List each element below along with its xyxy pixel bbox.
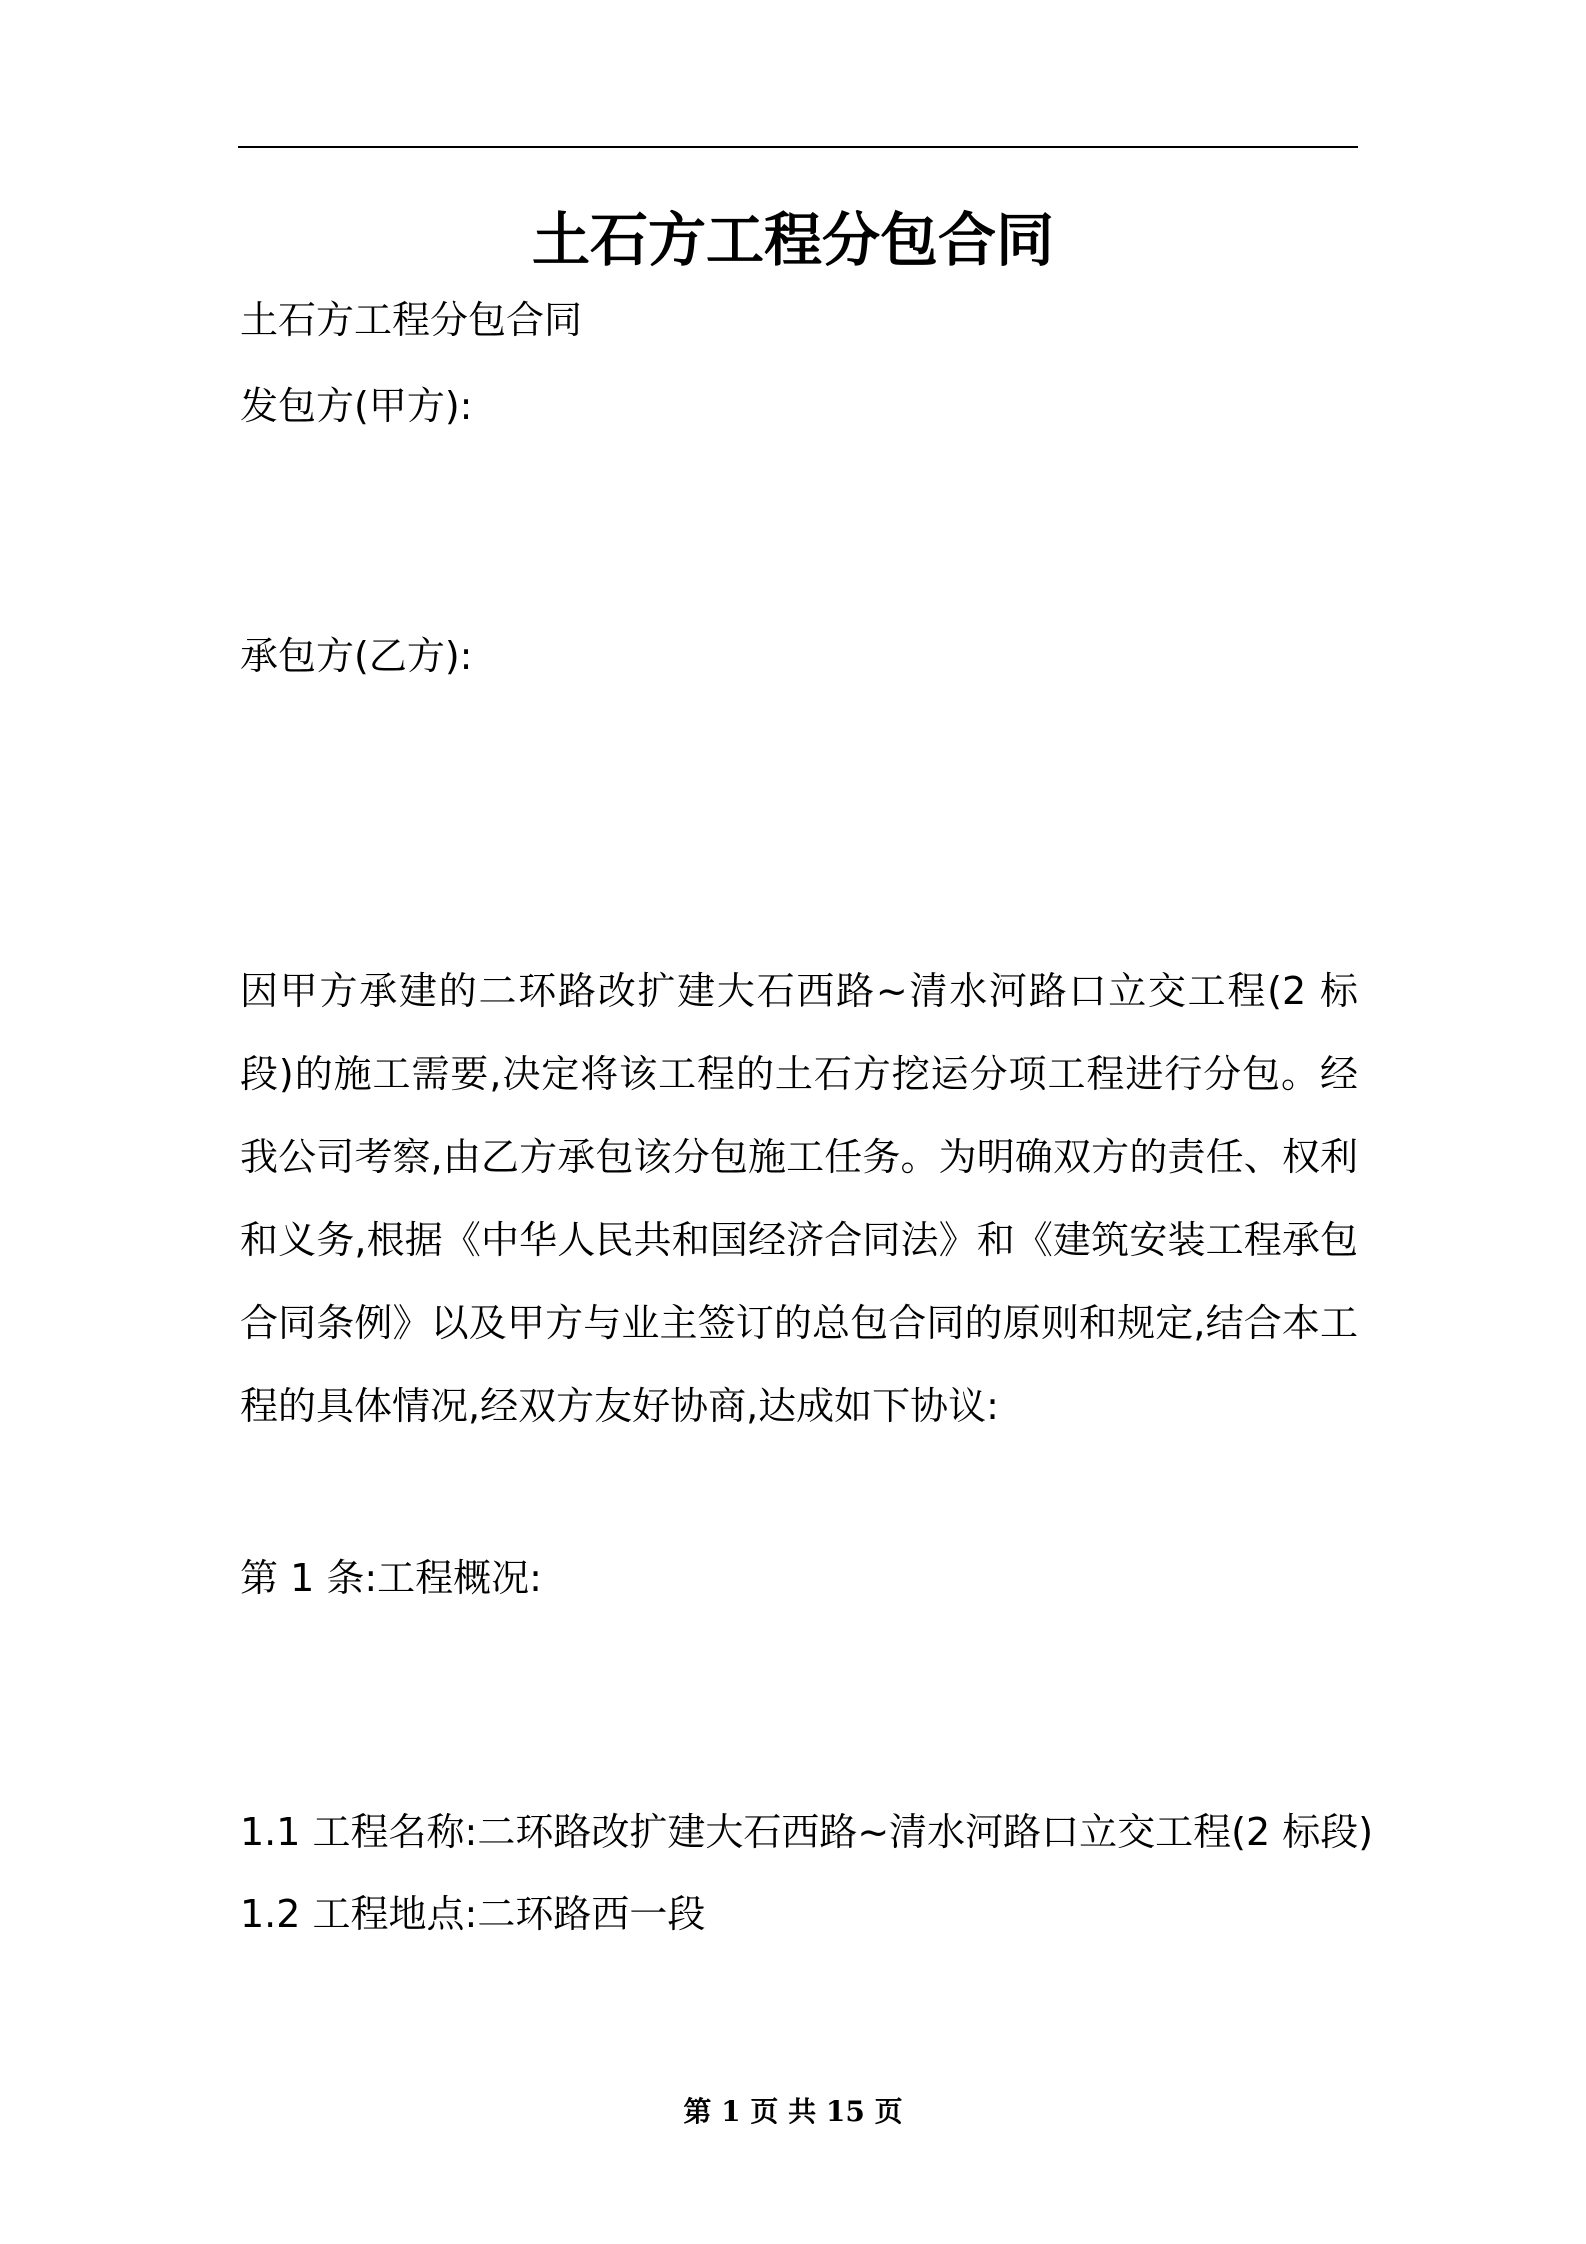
item-1-1: 1.1 工程名称:二环路改扩建大石西路~清水河路口立交工程(2 标段) <box>240 1810 1374 1854</box>
intro-paragraph: 因甲方承建的二环路改扩建大石西路~清水河路口立交工程(2 标段)的施工需要,决定将该工程的土石方挖运分项工程进行分包。经我公司考察,由乙方承包该分包施工任务。为明确双方的责任、权利和义务,根据《中华人民共和国经济合同法》和《建筑安装工程承包合同条例》以及甲方与业主签订的总包合同的原则和规定,结合本工程的具体情况,经双方友好协商,达成如下协议: <box>240 969 1358 1428</box>
header-rule <box>238 146 1358 148</box>
document-title: 土石方工程分包合同 <box>531 206 1054 274</box>
article-1-heading: 第 1 条:工程概况: <box>240 1556 542 1600</box>
page-number-footer: 第 1 页 共 15 页 <box>683 2095 903 2128</box>
party-a-label: 发包方(甲方): <box>240 384 473 428</box>
party-b-label: 承包方(乙方): <box>240 634 473 678</box>
document-subtitle: 土石方工程分包合同 <box>240 298 583 342</box>
item-1-2: 1.2 工程地点:二环路西一段 <box>240 1892 706 1936</box>
